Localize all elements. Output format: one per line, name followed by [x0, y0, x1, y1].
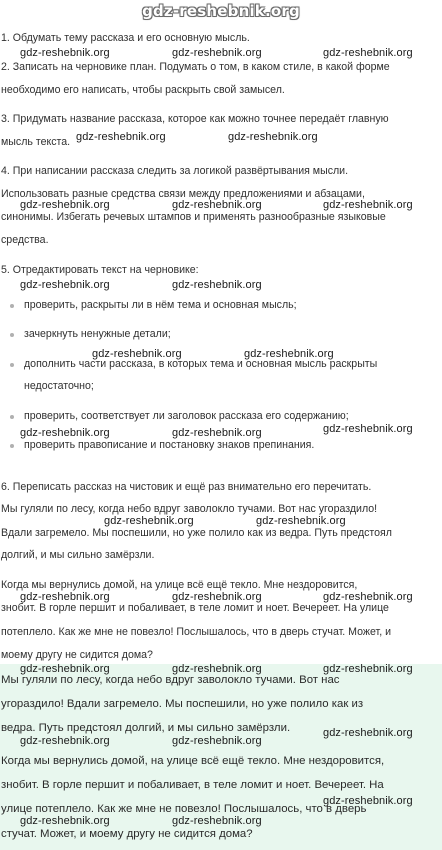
answer-line-5: знобит. В горле першит и побаливает, в теле ломит и ноет. Вечереет. На — [1, 779, 384, 791]
watermark: gdz-reshebnik.org — [20, 735, 110, 747]
story-line-4: долгий, и мы сильно замёрзли. — [1, 549, 155, 561]
answer-line-7: стучат. Может, и моему другу не сидится дома? — [1, 828, 253, 840]
answer-line-3: ведра. Путь предстоял долгий, и мы сильно замёрзли. — [1, 722, 291, 734]
watermark: gdz-reshebnik.org — [20, 279, 110, 291]
instruction-line-2: 2. Записать на черновике план. Подумать о том, в каком стиле, в какой форме — [1, 61, 390, 73]
instruction-line-1: 1. Обдумать тему рассказа и его основную мысль. — [1, 32, 250, 44]
watermark: gdz-reshebnik.org — [20, 663, 110, 675]
watermark: gdz-reshebnik.org — [104, 515, 194, 527]
watermark: gdz-reshebnik.org — [76, 131, 166, 143]
bullet-item-5: проверить правописание и постановку знаков препинания. — [24, 439, 315, 451]
answer-line-4: Когда мы вернулись домой, на улице всё ещё текло. Мне нездоровится, — [1, 755, 385, 767]
answer-line-1: Мы гуляли по лесу, когда небо вдруг заволокло тучами. Вот нас — [1, 674, 340, 686]
instruction-line-7: Использовать разные средства связи между предложениями и абзацами, — [1, 188, 365, 200]
watermark: gdz-reshebnik.org — [172, 591, 262, 603]
bullet-item-2: зачеркнуть ненужные детали; — [24, 328, 171, 340]
story-line-2: Мы гуляли по лесу, когда небо вдруг заволокло тучами. Вот нас угораздило! — [1, 503, 378, 515]
bullet-item-3: дополнить части рассказа, в которых тема и основная мысль раскрыты — [24, 358, 378, 370]
bullet-item-3-continued: недостаточно; — [24, 380, 94, 392]
story-line-7: потеплело. Как же мне не повезло! Послышалось, что в дверь стучат. Может, и — [1, 626, 391, 638]
watermark: gdz-reshebnik.org — [172, 815, 262, 827]
watermark: gdz-reshebnik.org — [20, 47, 110, 59]
answer-line-2: угораздило! Вдали загремело. Мы поспешили, но уже полило как из — [1, 698, 364, 710]
watermark: gdz-reshebnik.org — [323, 663, 413, 675]
answer-line-6: улице потеплело. Как же мне не повезло! Послышалось, что в дверь — [1, 803, 367, 815]
bullet-dot — [10, 415, 14, 419]
instruction-line-4: 3. Придумать название рассказа, которое как можно точнее передаёт главную — [1, 113, 389, 125]
watermark: gdz-reshebnik.org — [323, 795, 413, 807]
bullet-dot — [10, 444, 14, 448]
watermark: gdz-reshebnik.org — [172, 427, 262, 439]
instruction-line-3: необходимо его написать, чтобы раскрыть свой замысел. — [1, 84, 285, 96]
instruction-line-6: 4. При написании рассказа следить за логикой развёртывания мысли. — [1, 165, 349, 177]
watermark: gdz-reshebnik.org — [323, 47, 413, 59]
watermark: gdz-reshebnik.org — [172, 47, 262, 59]
watermark: gdz-reshebnik.org — [172, 279, 262, 291]
story-line-8: моему другу не сидится дома? — [1, 649, 153, 661]
watermark: gdz-reshebnik.org — [172, 735, 262, 747]
watermark: gdz-reshebnik.org — [92, 348, 182, 360]
bullet-item-4: проверить, соответствует ли заголовок рассказа его содержанию; — [24, 410, 349, 422]
watermark: gdz-reshebnik.org — [323, 591, 413, 603]
instruction-line-10: 5. Отредактировать текст на черновике: — [1, 264, 199, 276]
watermark: gdz-reshebnik.org — [323, 727, 413, 739]
story-line-1: 6. Переписать рассказ на чистовик и ещё раз внимательно его перечитать. — [1, 481, 372, 493]
site-watermark-header: gdz-reshebnik.org — [142, 2, 300, 20]
watermark: gdz-reshebnik.org — [172, 199, 262, 211]
watermark: gdz-reshebnik.org — [323, 423, 413, 435]
watermark: gdz-reshebnik.org — [20, 199, 110, 211]
bullet-dot — [10, 304, 14, 308]
watermark: gdz-reshebnik.org — [323, 199, 413, 211]
instruction-line-8: синонимы. Избегать речевых штампов и применять разнообразные языковые — [1, 211, 386, 223]
watermark: gdz-reshebnik.org — [20, 427, 110, 439]
story-line-5: Когда мы вернулись домой, на улице всё ещё текло. Мне нездоровится, — [1, 579, 358, 591]
story-line-3: Вдали загремело. Мы поспешили, но уже полило как из ведра. Путь предстоял — [1, 527, 392, 539]
instruction-line-9: средства. — [1, 234, 49, 246]
instruction-line-5: мысль текста. — [1, 136, 71, 148]
bullet-dot — [10, 363, 14, 367]
watermark: gdz-reshebnik.org — [20, 591, 110, 603]
story-line-6: знобит. В горле першит и побаливает, в теле ломит и ноет. Вечереет. На улице — [1, 602, 389, 614]
watermark: gdz-reshebnik.org — [20, 815, 110, 827]
watermark: gdz-reshebnik.org — [228, 131, 318, 143]
watermark: gdz-reshebnik.org — [256, 515, 346, 527]
bullet-dot — [10, 333, 14, 337]
watermark: gdz-reshebnik.org — [244, 348, 334, 360]
bullet-item-1: проверить, раскрыты ли в нём тема и основная мысль; — [24, 299, 297, 311]
watermark: gdz-reshebnik.org — [172, 663, 262, 675]
